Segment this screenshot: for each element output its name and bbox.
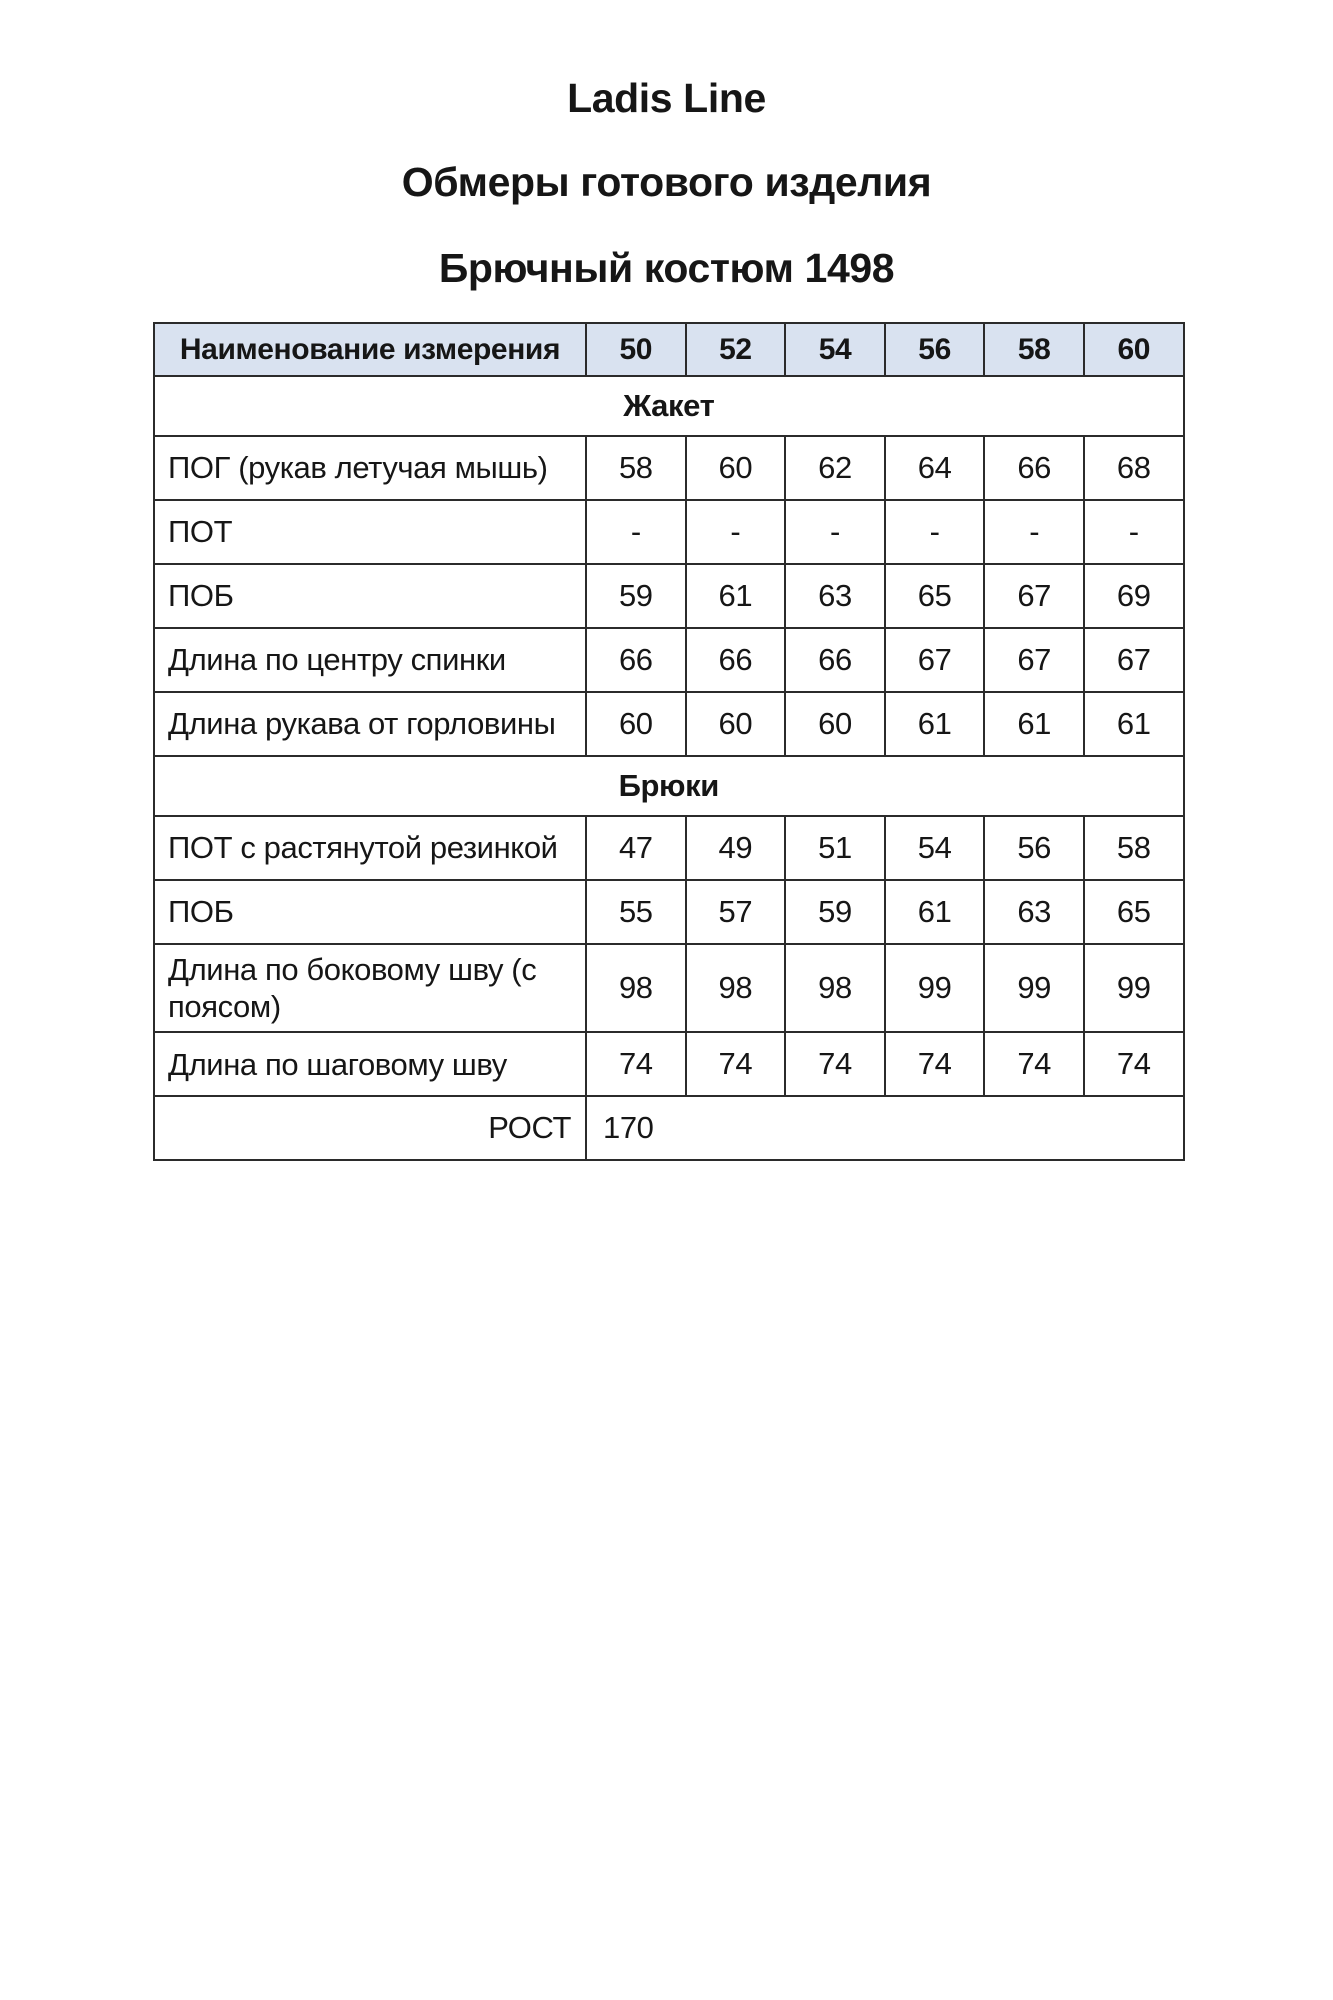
value-cell: - <box>885 500 985 564</box>
value-cell: 69 <box>1084 564 1184 628</box>
value-cell: 99 <box>1084 944 1184 1032</box>
row-label: ПОБ <box>154 880 586 944</box>
value-cell: 99 <box>984 944 1084 1032</box>
value-cell: 62 <box>785 436 885 500</box>
row-label: ПОБ <box>154 564 586 628</box>
size-header: 60 <box>1084 323 1184 376</box>
document-title: Обмеры готового изделия <box>401 159 932 205</box>
height-value: 170 <box>586 1096 1184 1160</box>
value-cell: 55 <box>586 880 686 944</box>
value-cell: 74 <box>885 1032 985 1096</box>
value-cell: - <box>1084 500 1184 564</box>
row-label: Длина по центру спинки <box>154 628 586 692</box>
section-title: Жакет <box>154 376 1184 436</box>
value-cell: 60 <box>785 692 885 756</box>
value-cell: 54 <box>885 816 985 880</box>
height-label: РОСТ <box>154 1096 586 1160</box>
value-cell: 67 <box>885 628 985 692</box>
value-cell: 57 <box>686 880 786 944</box>
value-cell: 63 <box>785 564 885 628</box>
row-label: ПОТ <box>154 500 586 564</box>
value-cell: 64 <box>885 436 985 500</box>
value-cell: 98 <box>686 944 786 1032</box>
value-cell: 74 <box>586 1032 686 1096</box>
value-cell: 61 <box>984 692 1084 756</box>
value-cell: 66 <box>984 436 1084 500</box>
table-row <box>154 880 1184 944</box>
row-label: Длина по боковому шву (с поясом) <box>154 944 586 1032</box>
table-header-row <box>154 323 1184 376</box>
size-header: 56 <box>885 323 985 376</box>
value-cell: 74 <box>1084 1032 1184 1096</box>
value-cell: 74 <box>984 1032 1084 1096</box>
value-cell: 58 <box>586 436 686 500</box>
table-row <box>154 944 1184 1032</box>
table-row <box>154 816 1184 880</box>
value-cell: 67 <box>1084 628 1184 692</box>
value-cell: 59 <box>785 880 885 944</box>
value-cell: 65 <box>1084 880 1184 944</box>
value-cell: 47 <box>586 816 686 880</box>
value-cell: 60 <box>586 692 686 756</box>
value-cell: 65 <box>885 564 985 628</box>
value-cell: 61 <box>686 564 786 628</box>
value-cell: 56 <box>984 816 1084 880</box>
section-row <box>154 756 1184 816</box>
table-row <box>154 692 1184 756</box>
value-cell: 58 <box>1084 816 1184 880</box>
value-cell: 67 <box>984 628 1084 692</box>
value-cell: 68 <box>1084 436 1184 500</box>
value-cell: 49 <box>686 816 786 880</box>
value-cell: 60 <box>686 692 786 756</box>
section-row <box>154 376 1184 436</box>
value-cell: 98 <box>586 944 686 1032</box>
row-label: Длина рукава от горловины <box>154 692 586 756</box>
size-header: 54 <box>785 323 885 376</box>
size-header: 52 <box>686 323 786 376</box>
size-header: 58 <box>984 323 1084 376</box>
value-cell: 74 <box>785 1032 885 1096</box>
value-cell: - <box>785 500 885 564</box>
value-cell: 74 <box>686 1032 786 1096</box>
value-cell: 59 <box>586 564 686 628</box>
value-cell: 61 <box>885 692 985 756</box>
value-cell: 61 <box>1084 692 1184 756</box>
table-row <box>154 564 1184 628</box>
value-cell: 63 <box>984 880 1084 944</box>
size-header: 50 <box>586 323 686 376</box>
value-cell: 51 <box>785 816 885 880</box>
row-label: ПОГ (рукав летучая мышь) <box>154 436 586 500</box>
value-cell: 61 <box>885 880 985 944</box>
section-title: Брюки <box>154 756 1184 816</box>
table-row <box>154 1032 1184 1096</box>
measurements-table <box>153 322 1185 1161</box>
value-cell: - <box>686 500 786 564</box>
product-title: Брючный костюм 1498 <box>438 245 895 291</box>
value-cell: - <box>586 500 686 564</box>
value-cell: 66 <box>686 628 786 692</box>
value-cell: 66 <box>586 628 686 692</box>
row-label: Длина по шаговому шву <box>154 1032 586 1096</box>
table-row <box>154 436 1184 500</box>
value-cell: 60 <box>686 436 786 500</box>
brand-title: Ladis Line <box>567 75 766 121</box>
value-cell: 99 <box>885 944 985 1032</box>
value-cell: 66 <box>785 628 885 692</box>
table-row <box>154 628 1184 692</box>
row-label: ПОТ с растянутой резинкой <box>154 816 586 880</box>
measurement-name-header: Наименование измерения <box>154 323 586 376</box>
value-cell: - <box>984 500 1084 564</box>
value-cell: 67 <box>984 564 1084 628</box>
value-cell: 98 <box>785 944 885 1032</box>
table-row <box>154 500 1184 564</box>
height-row <box>154 1096 1184 1160</box>
